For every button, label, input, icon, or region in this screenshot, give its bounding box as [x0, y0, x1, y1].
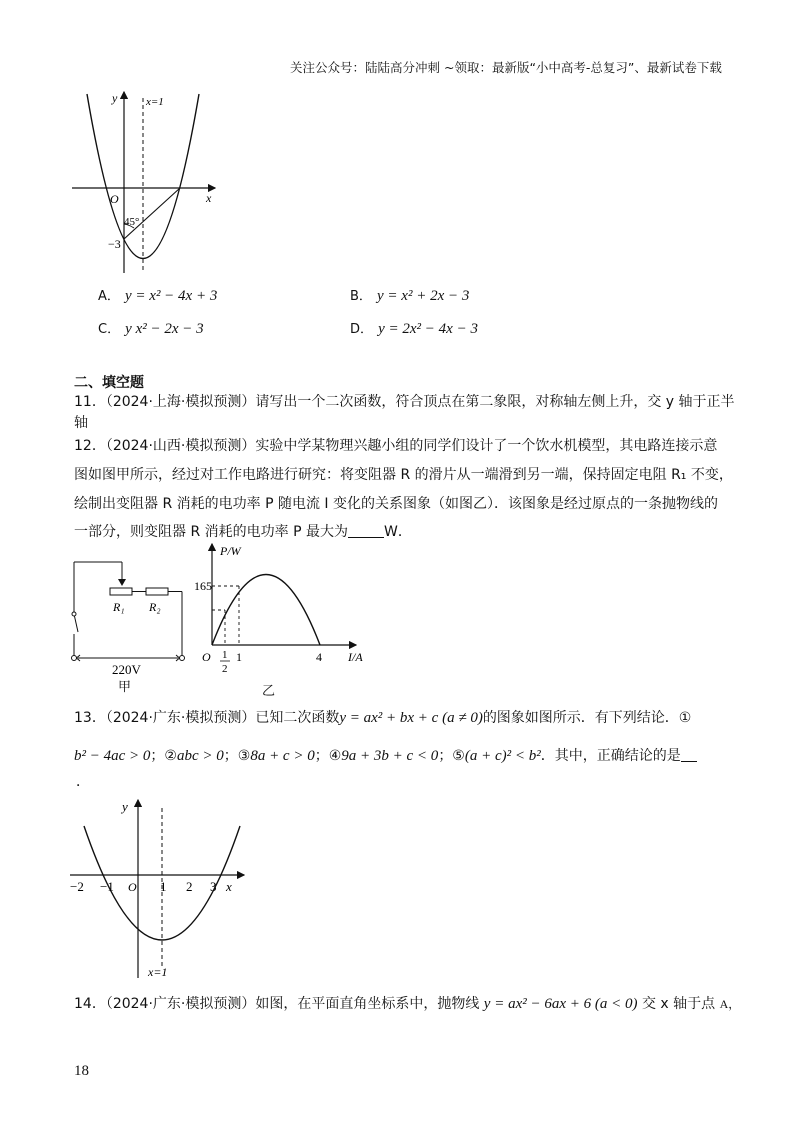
q14-line1	[74, 994, 740, 1014]
q13-function: y = ax² + bx + c (a ≠ 0)	[339, 710, 483, 726]
p-axis-label: P/W	[220, 544, 241, 558]
q13-line1	[74, 708, 691, 728]
circuit-diagram	[66, 556, 196, 690]
graph-caption: 乙	[262, 684, 276, 699]
origin-label: O	[110, 192, 119, 206]
y-axis-label: y	[122, 799, 128, 814]
q12-line4-text: 一部分，则变阻器 R 消耗的电功率 P 最大为	[74, 524, 348, 540]
slider-arrow	[118, 579, 126, 586]
tick-1: 1	[160, 879, 167, 894]
q14-point: A，	[719, 997, 741, 1011]
page-number: 18	[74, 1063, 89, 1079]
option-d-label: D．	[350, 322, 374, 337]
q13-tail: ．其中，正确结论的是	[540, 748, 681, 764]
option-d[interactable]	[350, 318, 478, 338]
q13-conclusion-3: 8a + c > 0	[250, 748, 315, 764]
tick-165: 165	[194, 579, 212, 593]
r1-label: R₁	[113, 600, 125, 614]
figure-q13-parabola	[66, 796, 252, 982]
q13-sep-1: ；②	[150, 748, 177, 764]
tick-neg1: −1	[100, 879, 114, 894]
option-b-expr: y = x² + 2x − 3	[377, 288, 470, 304]
q14-mid: 交 x 轴于点	[641, 996, 716, 1012]
tick-half-den: 2	[222, 663, 228, 675]
q12-line3: 绘制出变阻器 R 消耗的电功率 P 随电流 I 变化的关系图象（如图乙）．该图象是经过原点的一条抛物线的	[74, 496, 718, 512]
q13-sep-4: ；⑤	[438, 748, 465, 764]
y-axis-label: y	[112, 91, 118, 105]
origin-label: O	[202, 650, 211, 664]
resistor-r2	[146, 588, 168, 595]
symmetry-label: x=1	[146, 96, 164, 108]
power-graph	[194, 538, 370, 678]
option-a-label: A．	[98, 289, 120, 304]
q12-answer-blank[interactable]	[348, 523, 384, 538]
tick-4: 4	[316, 650, 322, 664]
q13-end-dot: ．	[76, 774, 90, 790]
q13-sep-3: ；④	[314, 748, 342, 764]
page-header: 关注公众号：陆陆高分冲刺 ~领取：最新版“小中高考-总复习”、最新试卷下载	[290, 60, 722, 75]
q13-intro-tail: 的图象如图所示．有下列结论．①	[482, 710, 692, 726]
q14-function: y = ax² − 6ax + 6 (a < 0)	[483, 996, 638, 1012]
x-axis-label: x	[206, 191, 212, 205]
option-c-expr: y x² − 2x − 3	[125, 321, 204, 337]
symmetry-label: x=1	[148, 965, 168, 979]
option-a-expr: y = x² − 4x + 3	[125, 288, 218, 304]
chord-line	[124, 188, 180, 239]
q13-sep-2: ；③	[223, 748, 251, 764]
resistor-r1	[110, 588, 132, 595]
q13-intro: 13．（2024·广东·模拟预测）已知二次函数	[74, 710, 340, 726]
section-title: 二、填空题	[74, 375, 144, 391]
circuit-caption: 甲	[118, 680, 132, 695]
origin-label: O	[128, 880, 137, 894]
option-d-expr: y = 2x² − 4x − 3	[378, 321, 478, 337]
option-c-label: C．	[98, 322, 121, 337]
q11-line2: 轴	[74, 415, 88, 431]
figure-parabola-options	[70, 88, 230, 278]
voltage-label: 220V	[112, 662, 141, 677]
q12-line2: 图如图甲所示，经过对工作电路进行研究：将变阻器 R 的滑片从一端滑到另一端，保持固定电阻 R₁ 不变，	[74, 467, 733, 483]
q13-line2	[74, 746, 697, 766]
r2-label: R₂	[149, 600, 161, 614]
q13-conclusion-2: abc > 0	[176, 748, 224, 764]
tick-half-num: 1	[222, 649, 228, 661]
option-c[interactable]	[98, 318, 204, 338]
q13-conclusion-4: 9a + 3b + c < 0	[341, 748, 439, 764]
option-b-label: B．	[350, 289, 372, 304]
tick-3: 3	[210, 879, 217, 894]
option-a[interactable]	[98, 285, 217, 305]
tick-2: 2	[186, 879, 193, 894]
i-axis-label: I/A	[348, 650, 363, 664]
q13-conclusion-5: (a + c)² < b²	[464, 748, 541, 764]
q11-line1: 11．（2024·上海·模拟预测）请写出一个二次函数，符合顶点在第二象限，对称轴左侧上升，交 y 轴于正半	[74, 394, 735, 410]
q13-answer-blank[interactable]	[681, 747, 697, 762]
q13-conclusion-1: b² − 4ac > 0	[74, 748, 151, 764]
q12-unit: W．	[383, 524, 412, 540]
q12-line1: 12．（2024·山西·模拟预测）实验中学某物理兴趣小组的同学们设计了一个饮水机模型，其电路连接示意	[74, 438, 718, 454]
switch-blade	[74, 614, 78, 632]
option-b[interactable]	[350, 285, 469, 305]
q14-intro: 14．（2024·广东·模拟预测）如图，在平面直角坐标系中，抛物线	[74, 996, 480, 1012]
intercept-label: −3	[108, 237, 121, 251]
x-axis-label: x	[226, 879, 232, 894]
angle-label: 45°	[124, 216, 140, 228]
power-parabola	[212, 575, 320, 646]
tick-1: 1	[236, 650, 242, 664]
tick-neg2: −2	[70, 879, 84, 894]
